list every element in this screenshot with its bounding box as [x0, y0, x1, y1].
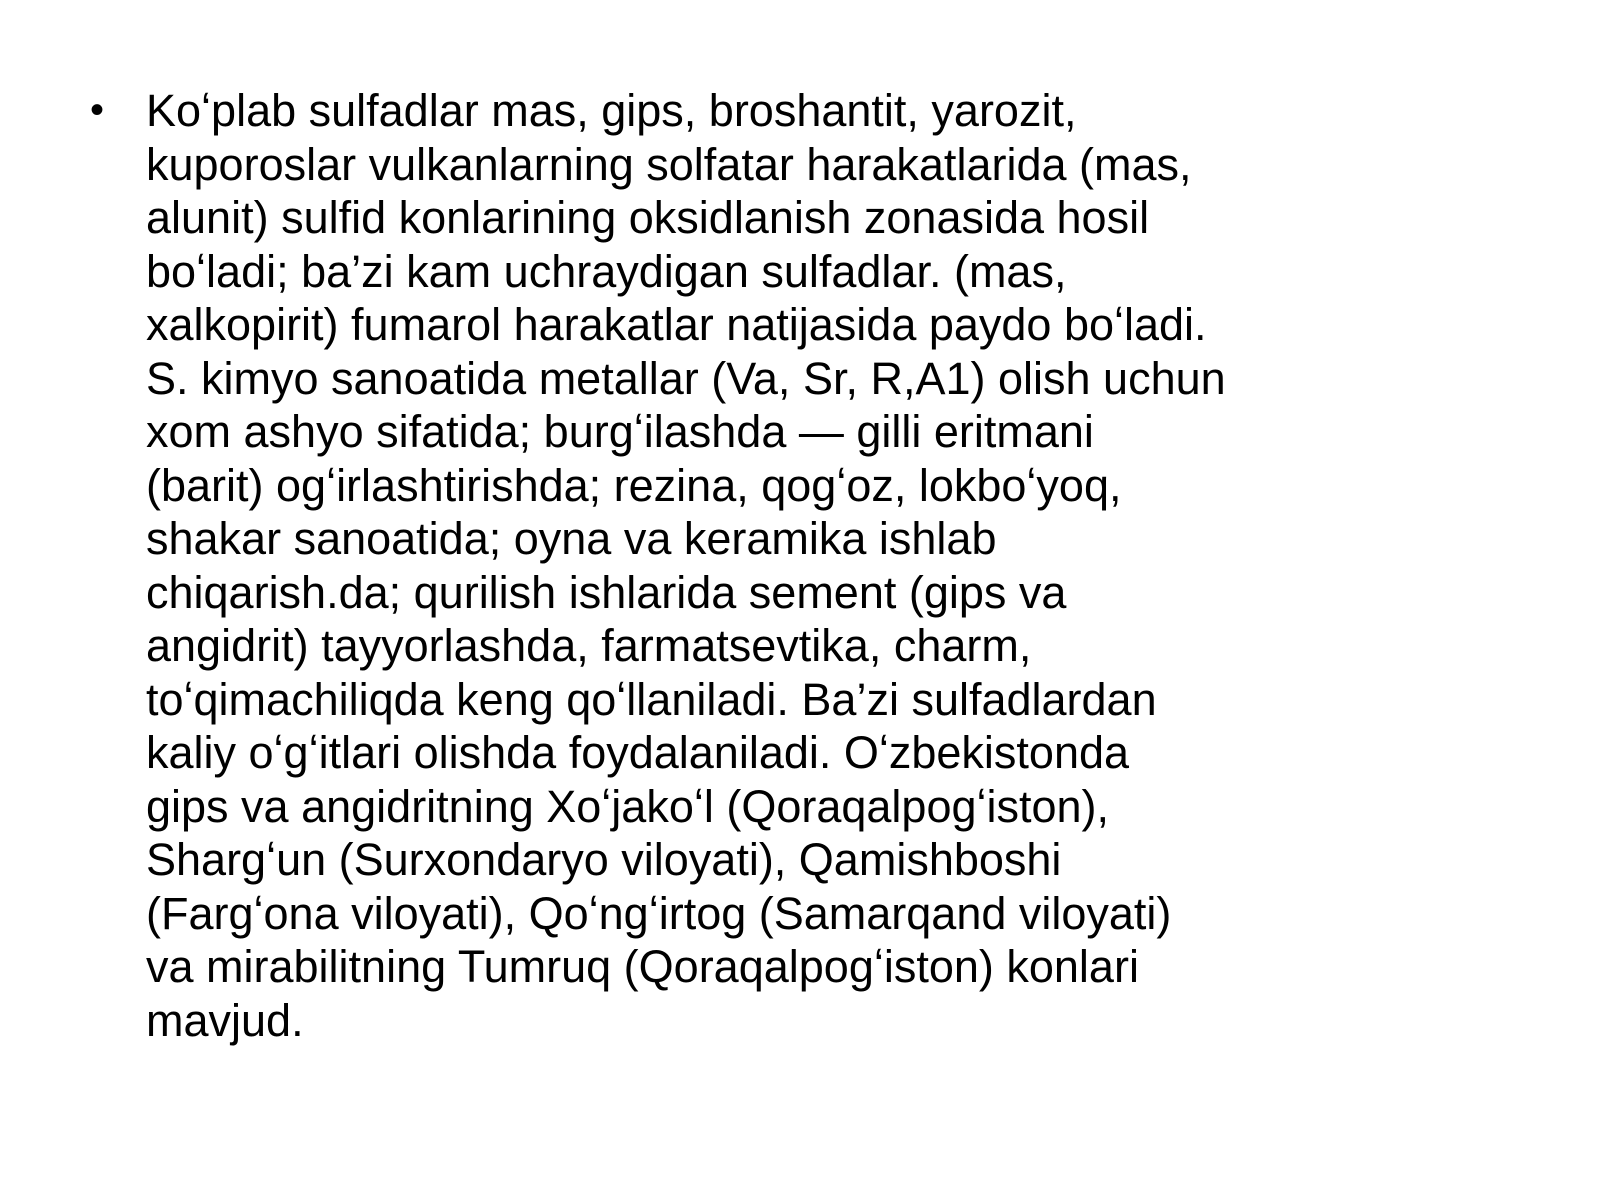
- text-line: gips va angidritning Xoʻjakoʻl (Qoraqalpogʻiston),: [146, 780, 1110, 832]
- text-line: boʻladi; ba’zi kam uchraydigan sulfadlar. (mas,: [146, 245, 1067, 297]
- text-line: va mirabilitning Tumruq (Qoraqalpogʻiston) konlari: [146, 941, 1139, 992]
- text-line: Koʻplab sulfadlar mas, gips, broshantit, yarozit,: [146, 85, 1077, 136]
- bullet-dot-icon: •: [90, 88, 105, 132]
- text-line: shakar sanoatida; oyna va keramika ishlab: [146, 513, 997, 564]
- text-line: S. kimyo sanoatida metallar (Va, Sr, R,A1) olish uchun: [146, 352, 1226, 404]
- text-line: kaliy oʻgʻitlari olishda foydalaniladi. Oʻzbekistonda: [146, 727, 1130, 778]
- text-line: alunit) sulfid konlarining oksidlanish zonasida hosil: [146, 192, 1150, 243]
- text-line: angidrit) tayyorlashda, farmatsevtika, charm,: [146, 620, 1032, 671]
- text-line: kuporoslar vulkanlarning solfatar harakatlarida (mas,: [146, 138, 1192, 190]
- text-line: chiqarish.da; qurilish ishlarida sement (gips va: [146, 566, 1067, 618]
- text-line: toʻqimachiliqda keng qoʻllaniladi. Ba’zi sulfadlardan: [146, 673, 1157, 725]
- text-line: xom ashyo sifatida; burgʻilashda — gilli eritmani: [146, 406, 1094, 457]
- text-line: mavjud.: [146, 994, 304, 1046]
- bullet-item: [84, 84, 1414, 1047]
- text-line: (barit) ogʻirlashtirishda; rezina, qogʻoz, lokboʻyoq,: [146, 459, 1122, 511]
- text-line: xalkopirit) fumarol harakatlar natijasida paydo boʻladi.: [146, 299, 1207, 350]
- text-line: Shargʻun (Surxondaryo viloyati), Qamishboshi: [146, 834, 1062, 885]
- text-line: (Fargʻona viloyati), Qoʻngʻirtog (Samarqand viloyati): [146, 887, 1172, 939]
- bullet-list: [84, 84, 1414, 1047]
